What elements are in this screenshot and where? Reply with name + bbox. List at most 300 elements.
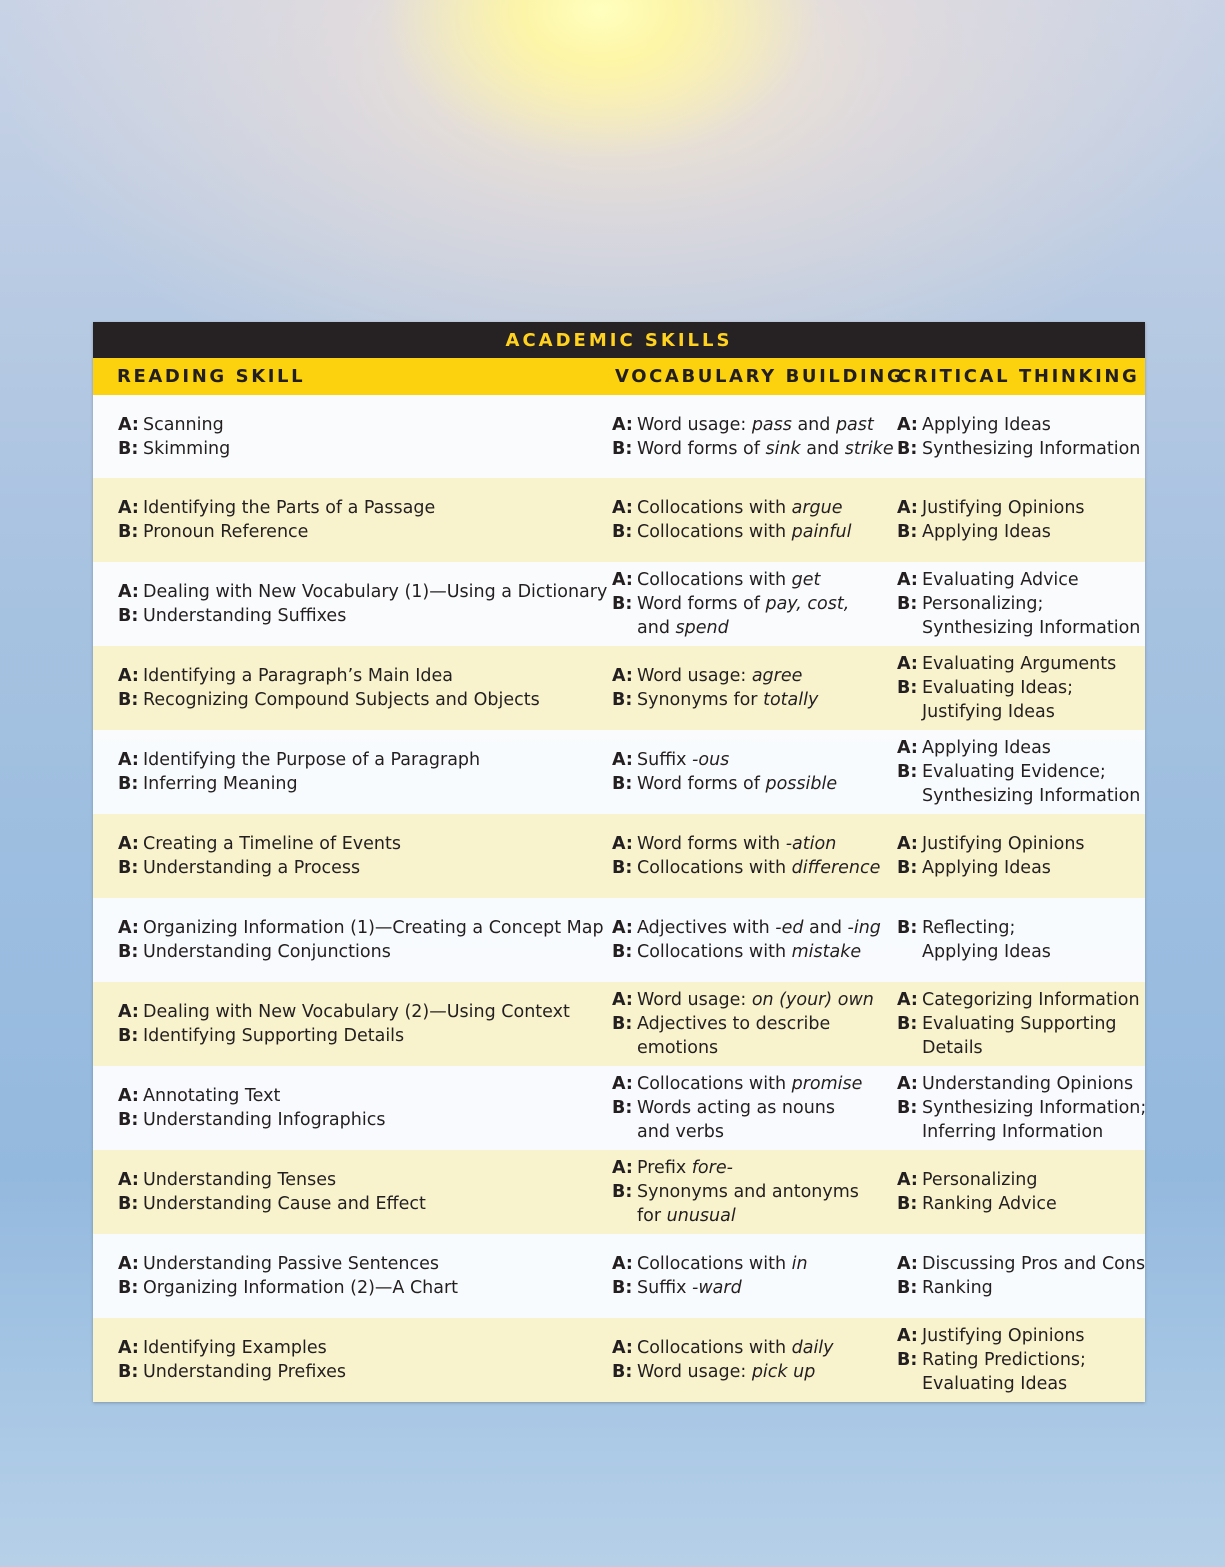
text-part: Word usage: [637,414,752,435]
text-part: Word usage: [637,1362,752,1382]
table-row [93,646,1145,730]
vocabulary-cell [612,1318,894,1402]
reading-skill-b [118,688,598,712]
item-marker: B: [897,1194,918,1214]
text-part: Collocations with [637,498,792,518]
item-marker: B: [897,1278,918,1298]
italic-term: unusual [666,1206,736,1226]
vocabulary-b [612,772,894,796]
critical-thinking-b-text: Applying Ideas [922,858,1051,878]
critical-thinking-a [897,736,1145,760]
italic-term: argue [791,498,843,518]
table-row [93,1234,1145,1318]
academic-skills-table [93,322,1145,1402]
italic-term: pass [751,414,792,435]
item-marker: A: [897,738,918,758]
reading-skill-cell [118,1150,598,1234]
reading-skill-b [118,1192,598,1216]
text-part: Collocations with [637,1338,792,1358]
item-marker: B: [118,1362,139,1382]
critical-thinking-b-text: Evaluating Supporting [922,1014,1117,1034]
item-marker: A: [897,990,918,1010]
item-marker: A: [118,1170,139,1190]
critical-thinking-a [897,652,1145,676]
vocabulary-cell [612,982,894,1066]
text-part: and [637,618,676,638]
critical-thinking-cell [897,1318,1145,1402]
critical-thinking-a [897,496,1145,520]
item-marker: B: [897,678,918,698]
vocabulary-a-text [637,568,820,592]
item-marker: A: [612,834,633,854]
vocabulary-a [612,1336,894,1360]
item-marker: B: [897,918,918,938]
table-row [93,478,1145,562]
vocabulary-a-text [637,496,843,520]
item-marker: B: [118,1194,139,1214]
item-marker: B: [612,1362,633,1382]
reading-skill-a-text: Identifying the Purpose of a Paragraph [143,750,481,770]
item-marker: A: [897,1326,918,1346]
item-marker: B: [118,1110,139,1130]
item-marker: A: [118,1338,139,1358]
critical-thinking-a-text: Discussing Pros and Cons [922,1254,1146,1274]
item-marker: A: [118,582,139,602]
vocabulary-b [612,940,894,964]
reading-skill-b-text: Skimming [143,438,231,459]
italic-term: pick up [751,1362,816,1382]
item-marker: A: [897,570,918,590]
critical-thinking-b [897,760,1145,784]
vocabulary-b [612,1012,894,1036]
vocabulary-cell [612,1234,894,1318]
critical-thinking-b-text: Ranking [922,1278,993,1298]
critical-thinking-b-continued: Synthesizing Information [922,786,1141,806]
reading-skill-a [118,748,598,772]
text-part: Adjectives to describe [637,1014,831,1034]
item-marker: B: [897,438,918,459]
italic-term: sink [765,438,801,459]
critical-thinking-a [897,1324,1145,1348]
item-marker: B: [612,774,633,794]
vocabulary-cell [612,646,894,730]
reading-skill-a [118,1336,598,1360]
critical-thinking-b [897,676,1145,700]
item-marker: B: [897,1014,918,1034]
item-marker: B: [118,942,139,962]
critical-thinking-cell [897,478,1145,562]
table-row [93,730,1145,814]
item-marker: A: [897,654,918,674]
vocabulary-a [612,664,894,688]
critical-thinking-b [897,592,1145,616]
table-row [93,562,1145,646]
vocabulary-a [612,1072,894,1096]
item-marker: A: [897,1254,918,1274]
item-marker: B: [612,594,633,614]
item-marker: A: [118,1086,139,1106]
vocabulary-a-text [637,413,874,437]
vocabulary-cell [612,395,894,478]
table-row [93,898,1145,982]
critical-thinking-b-text: Reflecting; [922,918,1016,938]
item-marker: B: [897,1098,918,1118]
critical-thinking-b [897,1096,1145,1120]
critical-thinking-b [897,856,1145,880]
text-part: Adjectives with [637,918,776,938]
critical-thinking-b-text: Personalizing; [922,594,1044,614]
reading-skill-cell [118,1234,598,1318]
critical-thinking-b-text: Applying Ideas [922,522,1051,542]
item-marker: B: [118,690,139,710]
vocabulary-a-text [637,1072,862,1096]
text-part: Word forms of [637,438,766,459]
reading-skill-b-text: Understanding Conjunctions [143,942,391,962]
vocabulary-a [612,988,894,1012]
reading-skill-b-text: Inferring Meaning [143,774,298,794]
item-marker: A: [118,834,139,854]
item-marker: A: [118,666,139,686]
reading-skill-b [118,437,598,461]
critical-thinking-b [897,1192,1145,1216]
text-part: and [800,438,845,459]
text-part: Prefix [637,1158,692,1178]
critical-thinking-b-continued: Justifying Ideas [922,702,1055,722]
italic-term: -ed [775,918,804,938]
vocabulary-b-text [637,1360,815,1384]
item-marker: B: [897,762,918,782]
item-marker: B: [897,858,918,878]
reading-skill-a [118,580,608,604]
reading-skill-cell [118,1066,598,1150]
text-part: Word forms of [637,774,766,794]
reading-skill-a [118,1252,598,1276]
critical-thinking-a-text: Justifying Opinions [922,1326,1085,1346]
item-marker: B: [612,1014,633,1034]
reading-skill-a [118,1168,598,1192]
vocabulary-a-text [637,748,729,772]
italic-term: -ing [847,918,881,938]
vocabulary-b-text [637,1180,859,1204]
vocabulary-a [612,916,894,940]
vocabulary-b [612,1096,894,1120]
item-marker: A: [897,1170,918,1190]
item-marker: A: [118,414,139,435]
vocabulary-cell [612,1066,894,1150]
italic-term: agree [751,666,803,686]
critical-thinking-a [897,1072,1145,1096]
vocabulary-b-text [637,772,837,796]
text-part: and [791,414,836,435]
text-part: Suffix [637,1278,693,1298]
critical-thinking-cell [897,562,1145,646]
italic-term: daily [791,1338,834,1358]
vocabulary-b-continued [612,1036,894,1060]
vocabulary-b-text [637,688,818,712]
reading-skill-a [118,916,604,940]
vocabulary-b [612,856,894,880]
vocabulary-a-text [637,988,874,1012]
reading-skill-a [118,1084,598,1108]
item-marker: B: [612,1278,633,1298]
item-marker: A: [612,1254,633,1274]
text-part: Collocations with [637,522,792,542]
vocabulary-a [612,568,894,592]
text-part: Collocations with [637,942,792,962]
critical-thinking-a [897,568,1145,592]
item-marker: B: [897,522,918,542]
italic-term: difference [791,858,881,878]
item-marker: B: [612,942,633,962]
item-marker: A: [612,918,633,938]
item-marker: A: [897,834,918,854]
critical-thinking-b-text: Rating Predictions; [922,1350,1086,1370]
italic-term: on (your) own [751,990,874,1010]
item-marker: A: [118,498,139,518]
vocabulary-cell [612,1150,894,1234]
text-part: Suffix [637,750,693,770]
critical-thinking-b-continued: Details [922,1038,983,1058]
table-row [93,814,1145,898]
table-row [93,1318,1145,1402]
critical-thinking-b [897,437,1145,461]
item-marker: B: [118,522,139,542]
vocabulary-b-continued [612,1204,894,1228]
text-part: for [637,1206,667,1226]
item-marker: B: [118,1026,139,1046]
reading-skill-b [118,1360,598,1384]
item-marker: B: [612,858,633,878]
item-marker: B: [118,774,139,794]
critical-thinking-a [897,413,1145,437]
critical-thinking-b-text: Evaluating Ideas; [922,678,1074,698]
item-marker: A: [612,414,633,435]
critical-thinking-a-text: Applying Ideas [922,738,1051,758]
reading-skill-b [118,1276,598,1300]
reading-skill-b-text: Recognizing Compound Subjects and Objects [143,690,540,710]
reading-skill-a-text: Annotating Text [143,1086,281,1106]
item-marker: A: [612,1158,633,1178]
vocabulary-b [612,688,894,712]
reading-skill-b-text: Understanding Suffixes [143,606,347,626]
table-row [93,395,1145,478]
vocabulary-a-text [637,1252,808,1276]
critical-thinking-a-text: Categorizing Information [922,990,1140,1010]
vocabulary-b-text [637,940,861,964]
item-marker: B: [612,1182,633,1202]
vocabulary-b [612,1276,894,1300]
italic-term: -ous [692,750,730,770]
item-marker: A: [612,570,633,590]
critical-thinking-cell [897,646,1145,730]
item-marker: B: [612,438,633,459]
reading-skill-a [118,1000,598,1024]
text-part: Words acting as nouns [637,1098,835,1118]
critical-thinking-b [897,1012,1145,1036]
item-marker: A: [118,1002,139,1022]
vocabulary-a [612,748,894,772]
vocabulary-b-text [637,856,880,880]
reading-skill-b-text: Understanding Prefixes [143,1362,347,1382]
italic-term: possible [765,774,838,794]
vocabulary-a [612,1252,894,1276]
reading-skill-cell [118,898,604,982]
reading-skill-a-text: Understanding Passive Sentences [143,1254,439,1274]
vocabulary-cell [612,562,894,646]
vocabulary-b [612,520,894,544]
critical-thinking-a-text: Applying Ideas [922,414,1051,435]
critical-thinking-a-text: Justifying Opinions [922,498,1085,518]
text-part: Synonyms and antonyms [637,1182,859,1202]
reading-skill-a-text: Understanding Tenses [143,1170,337,1190]
reading-skill-b [118,772,598,796]
item-marker: B: [612,690,633,710]
text-part: and [803,918,848,938]
italic-term: past [835,414,874,435]
vocabulary-b [612,437,894,461]
italic-term: painful [791,522,852,542]
vocabulary-b [612,592,894,616]
text-part: Word usage: [637,990,752,1010]
item-marker: A: [118,1254,139,1274]
reading-skill-a [118,496,598,520]
reading-skill-cell [118,1318,598,1402]
item-marker: A: [612,750,633,770]
reading-skill-a-text: Dealing with New Vocabulary (1)—Using a Dictionary [143,582,608,602]
reading-skill-a-text: Organizing Information (1)—Creating a Concept Map [143,918,604,938]
vocabulary-b-text [637,1276,742,1300]
reading-skill-a [118,664,598,688]
vocabulary-cell [612,730,894,814]
item-marker: B: [118,438,139,459]
critical-thinking-b-text: Ranking Advice [922,1194,1057,1214]
critical-thinking-a [897,988,1145,1012]
critical-thinking-cell [897,730,1145,814]
critical-thinking-cell [897,814,1145,898]
critical-thinking-a [897,1252,1145,1276]
vocabulary-b-text [637,1012,830,1036]
text-part: emotions [637,1038,719,1058]
header-critical-thinking: CRITICAL THINKING [898,366,1140,387]
table-row [93,1066,1145,1150]
text-part: Collocations with [637,1254,792,1274]
reading-skill-b [118,1024,598,1048]
text-part: Word forms with [637,834,786,854]
italic-term: strike [844,438,894,459]
reading-skill-b [118,1108,598,1132]
reading-skill-cell [118,478,598,562]
reading-skill-cell [118,646,598,730]
italic-term: fore- [691,1158,733,1178]
reading-skill-a-text: Creating a Timeline of Events [143,834,401,854]
reading-skill-b-text: Identifying Supporting Details [143,1026,405,1046]
text-part: Collocations with [637,1074,792,1094]
italic-term: pay, cost, [765,594,850,614]
reading-skill-cell [118,395,598,478]
italic-term: -ward [692,1278,742,1298]
critical-thinking-cell [897,395,1145,478]
italic-term: totally [763,690,819,710]
vocabulary-a [612,1156,894,1180]
critical-thinking-cell [897,1066,1145,1150]
item-marker: B: [897,594,918,614]
text-part: Word forms of [637,594,766,614]
vocabulary-b-continued [612,616,894,640]
reading-skill-a-text: Identifying the Parts of a Passage [143,498,436,518]
item-marker: B: [118,1278,139,1298]
table-body [93,395,1145,1402]
reading-skill-b [118,604,598,628]
vocabulary-a-text [637,916,881,940]
item-marker: B: [897,1350,918,1370]
text-part: Collocations with [637,858,792,878]
item-marker: A: [118,750,139,770]
reading-skill-cell [118,730,598,814]
vocabulary-b [612,1360,894,1384]
vocabulary-a [612,832,894,856]
item-marker: A: [897,1074,918,1094]
table-row [93,1150,1145,1234]
text-part: Synonyms for [637,690,764,710]
critical-thinking-b-text: Synthesizing Information [922,438,1141,459]
reading-skill-cell [118,814,598,898]
italic-term: in [791,1254,808,1274]
vocabulary-b-text [637,437,894,461]
item-marker: B: [612,522,633,542]
table-title: ACADEMIC SKILLS [93,322,1145,358]
critical-thinking-a-text: Justifying Opinions [922,834,1085,854]
critical-thinking-b [897,520,1145,544]
reading-skill-b [118,940,598,964]
critical-thinking-a-text: Understanding Opinions [922,1074,1134,1094]
critical-thinking-a-text: Evaluating Advice [922,570,1079,590]
critical-thinking-cell [897,982,1145,1066]
critical-thinking-cell [897,1234,1145,1318]
vocabulary-a-text [637,1156,733,1180]
italic-term: mistake [791,942,862,962]
reading-skill-a [118,832,598,856]
vocabulary-a-text [637,832,836,856]
critical-thinking-b [897,1276,1145,1300]
item-marker: B: [118,606,139,626]
vocabulary-cell [612,814,894,898]
reading-skill-b [118,856,598,880]
vocabulary-a [612,413,894,437]
reading-skill-b-text: Understanding Infographics [143,1110,386,1130]
reading-skill-cell [118,562,608,646]
item-marker: A: [612,990,633,1010]
critical-thinking-cell [897,898,1145,982]
reading-skill-a-text: Identifying Examples [143,1338,327,1358]
text-part: Collocations with [637,570,792,590]
critical-thinking-b [897,916,1145,940]
critical-thinking-a-text: Personalizing [922,1170,1038,1190]
vocabulary-a-text [637,664,802,688]
vocabulary-b-text [637,592,849,616]
item-marker: A: [118,918,139,938]
critical-thinking-a [897,832,1145,856]
vocabulary-b-text [637,520,852,544]
vocabulary-cell [612,478,894,562]
reading-skill-a [118,413,598,437]
vocabulary-a-text [637,1336,834,1360]
item-marker: A: [612,666,633,686]
item-marker: A: [612,1338,633,1358]
vocabulary-b-text [637,1096,835,1120]
critical-thinking-b-continued: Synthesizing Information [922,618,1141,638]
item-marker: A: [612,1074,633,1094]
reading-skill-b-text: Understanding Cause and Effect [143,1194,426,1214]
